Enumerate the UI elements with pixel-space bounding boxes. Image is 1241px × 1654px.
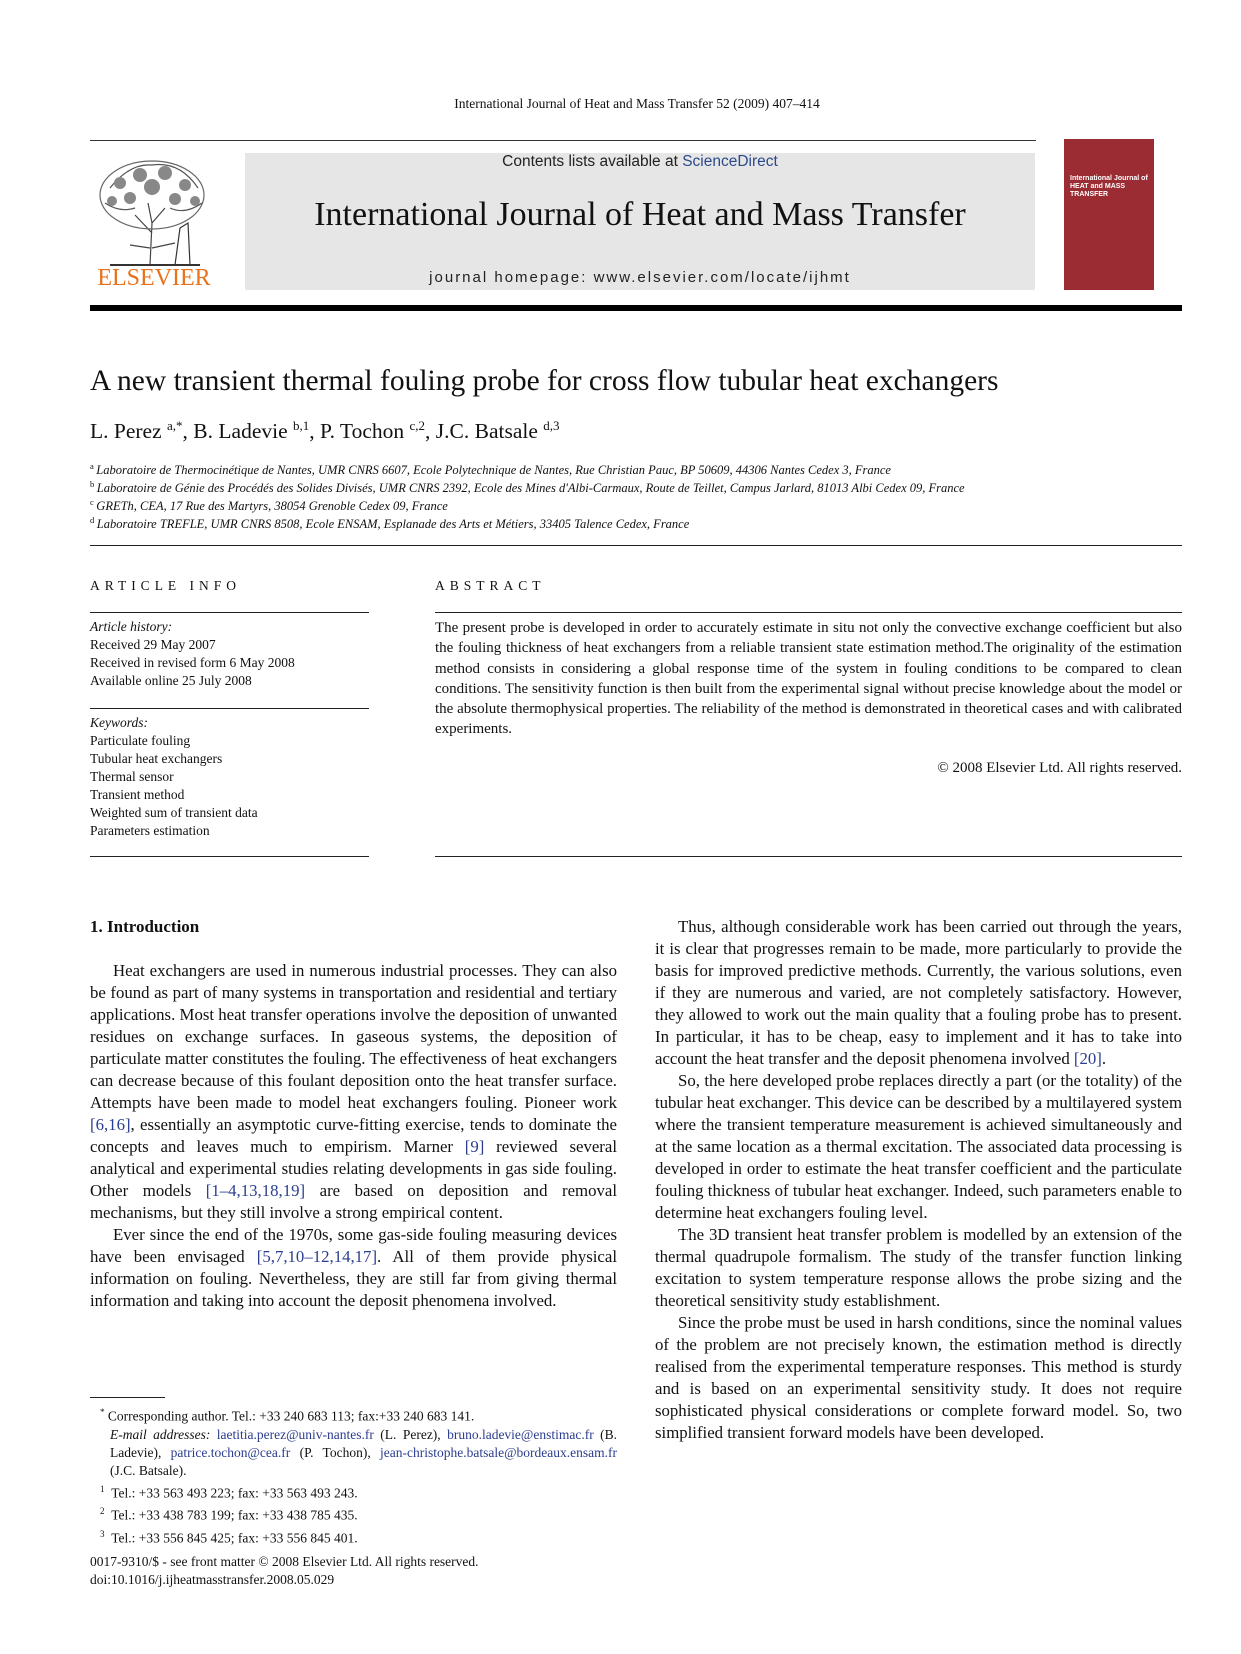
- keyword: Transient method: [90, 787, 185, 802]
- email-link[interactable]: bruno.ladevie@enstimac.fr: [447, 1426, 594, 1442]
- article-title: A new transient thermal fouling probe for cross flow tubular heat exchangers: [90, 365, 999, 397]
- article-history: Article history: Received 29 May 2007 Received in revised form 6 May 2008 Available online 25 July 2008: [90, 619, 295, 688]
- citation-link[interactable]: [1–4,13,18,19]: [205, 1181, 306, 1200]
- author-list: L. Perez $^{a,*}$, B. Ladevie $^{b,1}$, P. Tochon $^{c,2}$, J.C. Batsale $^{d,3}$: [90, 418, 560, 444]
- article-info-bottom-rule: [90, 856, 369, 857]
- keyword: Weighted sum of transient data: [90, 805, 258, 820]
- email-addresses: E-mail addresses: laetitia.perez@univ-nantes.fr (L. Perez), bruno.ladevie@enstimac.fr (B. Ladevie), patrice.tochon@cea.fr (P. Tochon), jean-christophe.batsale@bordeaux.ensam.fr (J.C. Batsale).: [110, 1426, 617, 1478]
- paragraph: Since the probe must be used in harsh conditions, since the nominal values of the problem are not precisely known, the estimation method is directly realised from the experimental temperature responses. This method is sturdy and is based on an experimental sensitivity study. It does not require sophisticated physical considerations or complete forward model. So, two simplified transient forward models have been developed.: [655, 1313, 1182, 1442]
- abstract-heading: ABSTRACT: [435, 578, 546, 593]
- article-info-heading: ARTICLE INFO: [90, 578, 242, 593]
- author-name[interactable]: J.C. Batsale: [435, 419, 538, 444]
- author-name[interactable]: B. Ladevie: [193, 419, 288, 444]
- abstract-rule: [435, 612, 1182, 613]
- front-matter-info: [90, 1553, 479, 1589]
- email-link[interactable]: patrice.tochon@cea.fr: [170, 1444, 291, 1460]
- contents-available: Contents lists available at ScienceDirect: [502, 153, 778, 170]
- journal-homepage-link[interactable]: journal homepage: www.elsevier.com/locate/ijhmt: [429, 269, 851, 286]
- header-thick-rule: [90, 305, 1182, 311]
- footnote: $^3$ Tel.: +33 556 845 425; fax: +33 556 845 401.: [100, 1528, 358, 1545]
- citation-link[interactable]: [5,7,10–12,14,17]: [256, 1247, 378, 1266]
- paragraph: Ever since the end of the 1970s, some gas-side fouling measuring devices have been envisaged [5,7,10–12,14,17]. All of them provide physical information on fouling. Nevertheless, they are still far from giving thermal information and taking into account the deposit phenomena involved.: [90, 1225, 617, 1310]
- keywords-list: Keywords: Particulate fouling Tubular heat exchangers Thermal sensor Transient method Weighted sum of transient data Parameters estimation: [90, 714, 369, 840]
- body-right-column: [655, 916, 1182, 1444]
- elsevier-logo[interactable]: [90, 153, 218, 293]
- corresponding-author-note: * Corresponding author. Tel.: +33 240 683 113; fax:+33 240 683 141.: [100, 1407, 475, 1424]
- doi-link[interactable]: doi:10.1016/j.ijheatmasstransfer.2008.05.029: [90, 1572, 335, 1587]
- abstract-text: The present probe is developed in order to accurately estimate in situ not only the convective exchange coefficient but also the fouling thickness of heat exchangers from a reliable transient state estimation method.The originality of the estimation method consists in considering a global response time of the system in fouling conditions to be compared to clean conditions. The sensitivity function is then built from the experimental signal without precise knowledge about the model or the absolute thermophysical properties. The reliability of the method is demonstrated in theoretical cases and with calibrated experiments.: [435, 620, 1182, 738]
- journal-banner: [245, 153, 1035, 290]
- footnote: $^1$ Tel.: +33 563 493 223; fax: +33 563 493 243.: [100, 1483, 358, 1500]
- journal-cover-thumbnail[interactable]: [1064, 139, 1154, 290]
- journal-citation: International Journal of Heat and Mass Transfer 52 (2009) 407–414: [454, 96, 820, 111]
- footnotes: [90, 1403, 617, 1547]
- email-link[interactable]: laetitia.perez@univ-nantes.fr: [216, 1426, 374, 1442]
- journal-title: International Journal of Heat and Mass Transfer: [314, 196, 966, 233]
- title-block-rule: [90, 545, 1182, 546]
- abstract-bottom-rule: [435, 856, 1182, 857]
- issn-line: 0017-9310/$ - see front matter © 2008 Elsevier Ltd. All rights reserved.: [90, 1554, 479, 1569]
- citation-link[interactable]: [20]: [1073, 1049, 1102, 1068]
- keyword: Parameters estimation: [90, 823, 210, 838]
- paragraph: Heat exchangers are used in numerous industrial processes. They can also be found as part of many systems in transportation and residential and tertiary applications. Most heat transfer operations involve the deposition of unwanted residues on exchange surfaces. In gaseous systems, the deposition of particulate matter constitutes the fouling. The effectiveness of heat exchangers can decrease because of this foulant deposition onto the heat transfer surface. Attempts have been made to model heat exchangers fouling. Pioneer work [6,16], essentially an asymptotic curve-fitting exercise, tends to dominate the concepts and leaves much to empirism. Marner [9] reviewed several analytical and experimental studies relating developments in gas side fouling. Other models [1–4,13,18,19] are based on deposition and removal mechanisms, but they still involve a strong empirical content.: [90, 961, 617, 1222]
- footnote: $^2$ Tel.: +33 438 783 199; fax: +33 438 785 435.: [100, 1506, 358, 1523]
- body-left-column: [90, 960, 617, 1312]
- header-rule: [90, 140, 1036, 141]
- footnote-rule: [90, 1397, 165, 1398]
- elsevier-tree-icon: [90, 153, 218, 271]
- email-link[interactable]: jean-christophe.batsale@bordeaux.ensam.fr: [380, 1444, 617, 1460]
- paragraph: So, the here developed probe replaces directly a part (or the totality) of the tubular heat exchanger. This device can be described by a multilayered system where the transient temperature measurement is achieved simultaneously and at the same location as a thermal excitation. The associated data processing is developed in order to estimate the heat transfer coefficient and the particulate fouling thickness of tubular heat exchanger. Indeed, such parameters enable to determine heat exchangers fouling level.: [655, 1071, 1182, 1222]
- keywords-rule: [90, 708, 369, 709]
- citation-link[interactable]: [6,16]: [90, 1115, 131, 1134]
- article-info-rule: [90, 612, 369, 613]
- cover-title: International Journal of HEAT and MASS TRANSFER: [1070, 175, 1148, 198]
- section-heading: 1. Introduction: [90, 917, 200, 936]
- elsevier-wordmark: ELSEVIER: [97, 265, 211, 291]
- paragraph: Thus, although considerable work has been carried out through the years, it is clear that progresses remain to be made, more particularly to provide the basis for improved predictive methods. Currently, the various solutions, even if they are numerous and varied, are not completely satisfactory. However, they allowed to work out the main quality that a fouling probe has to present. In particular, it has to be cheap, easy to implement and it has to take into account the heat transfer and the deposit phenomena involved [20].: [655, 917, 1182, 1068]
- keyword: Thermal sensor: [90, 769, 174, 784]
- affiliation: $^b$ Laboratoire de Génie des Procédés des Solides Divisés, UMR CNRS 2392, Ecole des Mines d'Albi-Carmaux, Route de Teillet, Campus Jarlard, 81013 Albi Cedex 09, France: [90, 479, 965, 496]
- keyword: Particulate fouling: [90, 733, 191, 748]
- paragraph: The 3D transient heat transfer problem is modelled by an extension of the thermal quadrupole formalism. The study of the transfer function linking excitation to system temperature response allows the probe sizing and the theoretical sensitivity study establishment.: [655, 1225, 1182, 1310]
- sciencedirect-link[interactable]: ScienceDirect: [682, 153, 778, 170]
- keyword: Tubular heat exchangers: [90, 751, 223, 766]
- affiliation: $^c$ GRETh, CEA, 17 Rue des Martyrs, 38054 Grenoble Cedex 09, France: [90, 497, 448, 514]
- citation-link[interactable]: [9]: [464, 1137, 485, 1156]
- author-name[interactable]: L. Perez: [90, 419, 162, 444]
- author-name[interactable]: P. Tochon: [320, 419, 405, 444]
- affiliation: $^d$ Laboratoire TREFLE, UMR CNRS 8508, Ecole ENSAM, Esplanade des Arts et Métiers, 33405 Talence Cedex, France: [90, 515, 690, 532]
- affiliation: $^a$ Laboratoire de Thermocinétique de Nantes, UMR CNRS 6607, Ecole Polytechnique de Nantes, Rue Christian Pauc, BP 50609, 44306 Nantes Cedex 3, France: [90, 461, 891, 478]
- abstract-copyright: © 2008 Elsevier Ltd. All rights reserved.: [937, 760, 1182, 776]
